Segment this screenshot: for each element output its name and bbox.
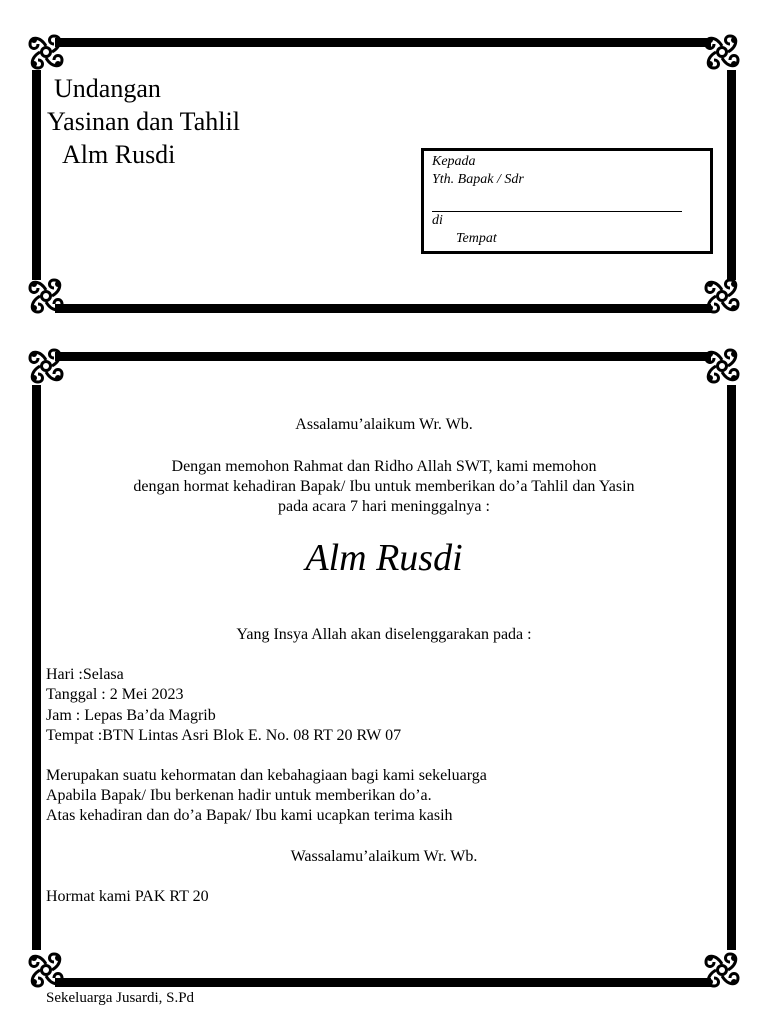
detail-time: Jam : Lepas Ba’da Magrib	[46, 707, 216, 724]
deceased-name: Alm Rusdi	[305, 537, 463, 579]
envelope-border-top	[55, 38, 711, 47]
corner-flourish-icon	[24, 344, 68, 388]
intro-line: dengan hormat kehadiran Bapak/ Ibu untuk memberikan do’a Tahlil dan Yasin	[133, 478, 635, 495]
closing-line: Merupakan suatu kehormatan dan kebahagiaan bagi kami sekeluarga	[46, 767, 487, 784]
corner-flourish-icon	[700, 344, 744, 388]
signature: Sekeluarga Jusardi, S.Pd	[46, 990, 195, 1006]
address-blank-line	[432, 211, 682, 212]
intro-line: Dengan memohon Rahmat dan Ridho Allah SWT, kami memohon	[171, 458, 597, 475]
address-place: Tempat	[456, 231, 497, 246]
closing-line: Apabila Bapak/ Ibu berkenan hadir untuk memberikan do’a.	[46, 787, 432, 804]
address-box	[421, 148, 713, 254]
envelope-border-bottom	[55, 304, 711, 313]
envelope-title-line: Yasinan dan Tahlil	[47, 107, 240, 136]
corner-flourish-icon	[700, 948, 744, 992]
corner-flourish-icon	[24, 948, 68, 992]
detail-place: Tempat :BTN Lintas Asri Blok E. No. 08 RT 20 RW 07	[46, 727, 402, 744]
envelope-title-line: Undangan	[54, 74, 161, 103]
closing-line: Atas kehadiran dan do’a Bapak/ Ibu kami ucapkan terima kasih	[46, 807, 453, 824]
intro-line: pada acara 7 hari meninggalnya :	[278, 498, 490, 515]
corner-flourish-icon	[24, 30, 68, 74]
envelope-border-left	[32, 70, 41, 280]
address-to: Kepada	[432, 154, 476, 169]
detail-day: Hari :Selasa	[46, 666, 124, 683]
detail-date: Tanggal : 2 Mei 2023	[46, 686, 184, 703]
regards: Hormat kami PAK RT 20	[46, 888, 209, 905]
envelope-title-line: Alm Rusdi	[62, 140, 176, 169]
corner-flourish-icon	[700, 30, 744, 74]
envelope-border-right	[727, 70, 736, 280]
event-intro: Yang Insya Allah akan diselenggarakan pada :	[236, 626, 532, 643]
address-salutation: Yth. Bapak / Sdr	[432, 172, 524, 187]
greeting: Assalamu’alaikum Wr. Wb.	[295, 416, 473, 433]
farewell: Wassalamu’alaikum Wr. Wb.	[290, 848, 478, 865]
address-at: di	[432, 213, 443, 228]
corner-flourish-icon	[700, 274, 744, 318]
letter-border-top	[55, 352, 711, 361]
corner-flourish-icon	[24, 274, 68, 318]
letter-border-bottom	[55, 978, 711, 987]
